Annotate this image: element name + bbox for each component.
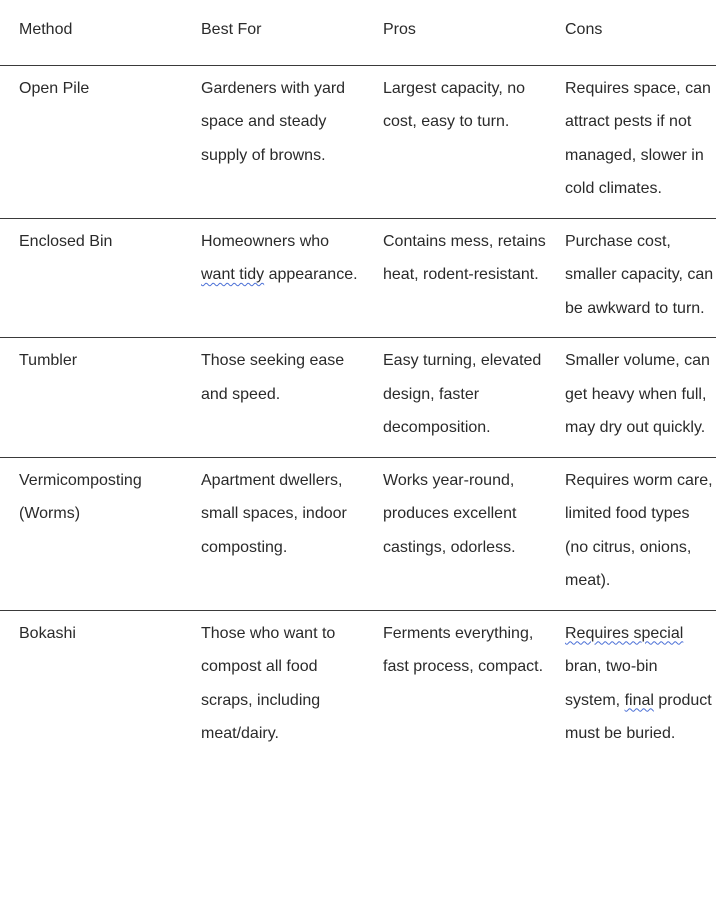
best-for-text: appearance. xyxy=(264,266,358,283)
best-for-cell: Those seeking ease and speed. xyxy=(201,352,345,403)
cons-cell: Smaller volume, can get heavy when full, may dry out quickly. xyxy=(565,352,710,436)
cons-cell: Requires space, can attract pests if not managed, slower in cold climates. xyxy=(565,79,711,197)
method-cell: Open Pile xyxy=(19,79,90,97)
spellcheck-flagged-text[interactable]: Requires special xyxy=(565,624,684,642)
pros-cell: Ferments everything, fast process, compact. xyxy=(383,624,544,675)
pros-cell: Largest capacity, no cost, easy to turn. xyxy=(383,79,526,130)
best-for-text: Homeowners who xyxy=(201,232,330,250)
cons-text: product must be buried. xyxy=(565,691,712,742)
table-row xyxy=(0,458,716,611)
pros-cell: Contains mess, retains heat, rodent-resistant. xyxy=(383,232,546,283)
pros-cell: Works year-round, produces excellent castings, odorless. xyxy=(383,471,517,556)
method-cell: Enclosed Bin xyxy=(19,232,113,250)
method-cell: Vermicomposting (Worms) xyxy=(19,471,142,522)
table-row xyxy=(0,219,716,339)
pros-cell: Easy turning, elevated design, faster decomposition. xyxy=(383,352,542,436)
spellcheck-flagged-text[interactable]: final xyxy=(624,691,654,709)
best-for-cell: Gardeners with yard space and steady supply of browns. xyxy=(201,79,346,164)
method-cell: Tumbler xyxy=(19,352,78,369)
best-for-cell: Apartment dwellers, small spaces, indoor composting. xyxy=(201,471,347,556)
best-for-cell: Those who want to compost all food scraps, including meat/dairy. xyxy=(201,624,336,742)
table-row xyxy=(0,66,716,219)
cons-cell xyxy=(546,611,716,751)
spellcheck-flagged-text[interactable]: want tidy xyxy=(201,266,265,283)
cons-text: bran, two-bin system, xyxy=(565,658,658,709)
best-for-cell xyxy=(182,219,364,338)
cons-cell: Requires worm care, limited food types (no citrus, onions, meat). xyxy=(565,471,713,589)
table-header-row xyxy=(0,0,716,66)
header-cons: Cons xyxy=(565,21,603,38)
method-cell: Bokashi xyxy=(19,624,76,642)
header-pros: Pros xyxy=(383,21,416,38)
table-row xyxy=(0,338,716,458)
header-method: Method xyxy=(19,21,73,38)
header-best-for: Best For xyxy=(201,21,262,38)
table-row xyxy=(0,611,716,751)
cons-cell: Purchase cost, smaller capacity, can be awkward to turn. xyxy=(565,232,714,317)
